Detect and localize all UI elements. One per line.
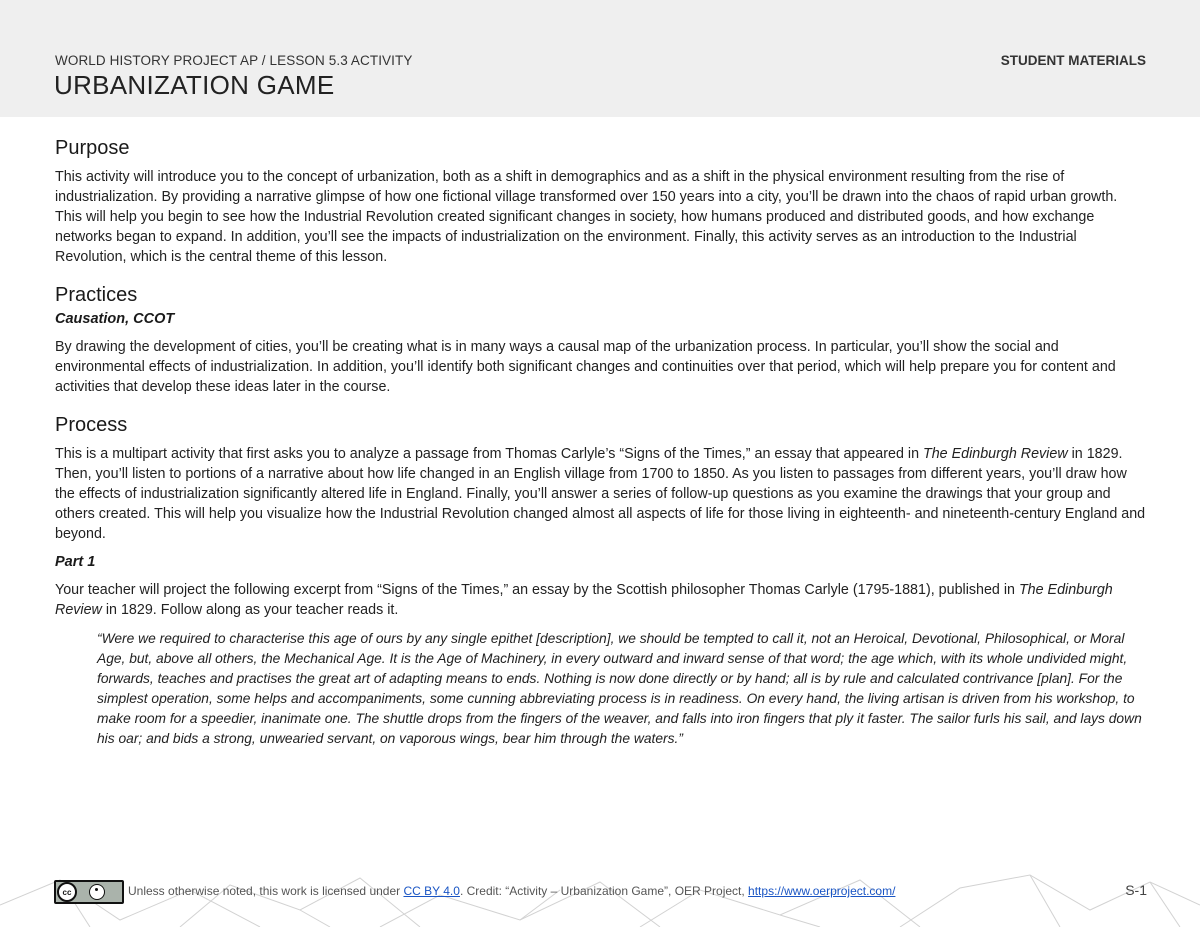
page-number: S-1 bbox=[1125, 882, 1147, 898]
part1-heading: Part 1 bbox=[55, 554, 96, 570]
document-body bbox=[55, 136, 1147, 749]
license-line bbox=[128, 884, 895, 898]
process-text-b: in 1829. Then, you’ll listen to portions of a narrative about how life changed in an English village from 1700 to 1850. As you listen to passages from different years, you’ll draw how the effects of industrialization significantly altered life in England. Finally, you’ll answer a series of follow-up questions as you examine the drawings that your group and others created. This will help you visualize how the Industrial Revolution changed almost all aspects of life for those living in eighteenth- and nineteenth-century England and beyond. bbox=[55, 446, 1146, 542]
purpose-text: This activity will introduce you to the concept of urbanization, both as a shift in demographics and as a shift in the physical environment resulting from the rise of industrialization. By providing a narrative glimpse of how one fictional village transformed over 150 years into a city, you’ll be drawn into the chaos of rapid urban growth. This will help you begin to see how the Industrial Revolution created significant changes in society, how humans produced and distributed goods, and how exchange networks began to expand. In addition, you’ll see the impacts of industrialization on the environment. Finally, this activity serves as an introduction to the Industrial Revolution, which is the central theme of this lesson. bbox=[55, 169, 1118, 265]
process-text bbox=[55, 444, 1147, 544]
carlyle-quote: “Were we required to characterise this age of ours by any single epithet [description], we should be tempted to call it, not an Heroical, Devotional, Philosophical, or Moral Age, but, above all others, the Mechanical Age. It is the Age of Machinery, in every outward and inward sense of that word; the age which, with its whole undivided might, forwards, teaches and practises the great art of adapting means to ends. Nothing is now done directly or by hand; all is by rule and calculated contrivance [plan]. For the simplest operation, some helps and accompaniments, some cunning abbreviating process is in readiness. On every hand, the living artisan is driven from his workshop, to make room for a speedier, inanimate one. The shuttle drops from the fingers of the weaver, and falls into iron fingers that ply it faster. The sailor furls his sail, and lays down his oar; and bids a strong, unwearied servant, on vaporous wings, bear him through the waters.” bbox=[97, 631, 1142, 746]
purpose-heading: Purpose bbox=[55, 137, 130, 159]
process-text-a: This is a multipart activity that first asks you to analyze a passage from Thomas Carlyle’s “Signs of the Times,” an essay that appeared in bbox=[55, 446, 923, 462]
part1-publication: The Edinburgh Review bbox=[55, 582, 1113, 618]
practices-subheading: Causation, CCOT bbox=[55, 311, 175, 327]
license-link[interactable]: CC BY 4.0 bbox=[403, 884, 460, 898]
practices-text: By drawing the development of cities, you’ll be creating what is in many ways a causal map of the urbanization process. In particular, you’ll show the social and environmental effects of industrialization. In addition, you’ll identify both significant changes and continuities over that period, which will help prepare you for content and activities that develop these ideas later in the course. bbox=[55, 339, 1116, 395]
process-heading: Process bbox=[55, 414, 128, 436]
oer-url-link[interactable]: https://www.oerproject.com/ bbox=[748, 884, 896, 898]
license-prefix: Unless otherwise noted, this work is licensed under bbox=[128, 884, 404, 898]
page-title: URBANIZATION GAME bbox=[54, 70, 335, 100]
part1-intro-b: in 1829. Follow along as your teacher reads it. bbox=[101, 602, 399, 618]
part1-intro-a: Your teacher will project the following excerpt from “Signs of the Times,” an essay by the Scottish philosopher Thomas Carlyle (1795-1881), published in bbox=[55, 582, 1019, 598]
credit-text: . Credit: “Activity – Urbanization Game”, OER Project, bbox=[459, 884, 749, 898]
cc-icon: cc bbox=[57, 882, 77, 902]
purpose-section bbox=[55, 136, 1147, 267]
cc-license-badge[interactable] bbox=[54, 880, 124, 904]
attribution-icon bbox=[89, 884, 105, 900]
part1-intro bbox=[55, 580, 1147, 620]
process-publication: The Edinburgh Review bbox=[923, 446, 1068, 462]
student-materials-label: STUDENT MATERIALS bbox=[1000, 53, 1146, 68]
practices-section bbox=[55, 283, 1147, 397]
lesson-eyebrow: WORLD HISTORY PROJECT AP / LESSON 5.3 ACTIVITY bbox=[55, 53, 413, 68]
part1-section bbox=[55, 553, 1147, 749]
process-section bbox=[55, 413, 1147, 544]
practices-heading: Practices bbox=[55, 284, 138, 306]
